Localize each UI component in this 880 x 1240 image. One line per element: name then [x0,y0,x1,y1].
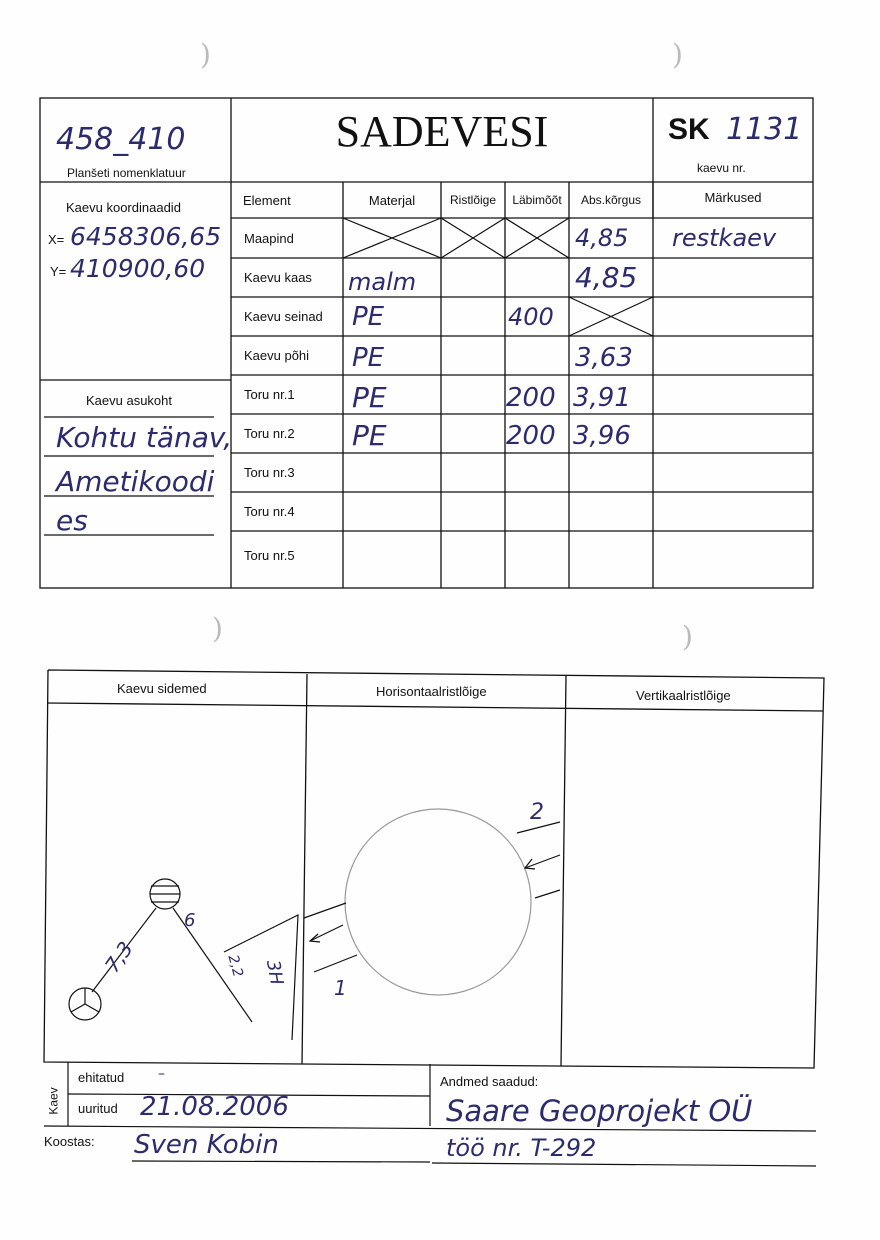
well-prefix: SK [668,113,710,146]
column-header-notes: Märkused [704,189,762,205]
coordinates-label: Kaevu koordinaadid [66,200,181,215]
y-coord-label: Y= [50,264,67,279]
tie-distance-label: 7,3 [99,937,138,977]
punch-hole-mark: ) [200,38,211,71]
column-header-well-ties: Kaevu sidemed [117,681,207,696]
row-label: Toru nr.5 [244,547,295,563]
abs-height-value: 4,85 [575,261,638,294]
abs-height-value: 4,85 [575,224,629,252]
punch-hole-mark: ) [672,38,683,71]
row-label: Maapind [244,230,294,246]
tie-distance-label: 6 [184,910,196,931]
abs-height-value: 3,63 [575,342,633,373]
built-value: – [158,1066,165,1082]
punch-hole-mark: ) [682,620,693,653]
notes-value: restkaev [672,224,777,252]
abs-height-value: 3,91 [573,382,631,413]
pipe-number-label: 1 [334,976,347,1000]
data-source-label: Andmed saadud: [440,1074,539,1089]
built-label: ehitatud [78,1070,125,1085]
row-label: Toru nr.2 [244,426,295,441]
compiled-by-label: Koostas: [44,1134,95,1149]
work-number-value: töö nr. T-292 [446,1134,597,1162]
row-label: Toru nr.1 [244,387,295,402]
material-value: malm [348,267,417,296]
column-header-material: Materjal [368,192,416,208]
x-coord-label: X= [48,232,65,247]
well-number-label: kaevu nr. [697,161,746,175]
material-value: PE [352,342,385,373]
pipe-number-label: 2 [530,800,544,825]
location-label: Kaevu asukoht [86,393,173,408]
column-header-abs-height: Abs.kõrgus [580,193,642,207]
well-number: 1131 [726,112,803,147]
row-label: Toru nr.3 [244,465,295,480]
location-line-3: es [56,504,88,537]
y-coord-value: 410900,60 [70,254,206,283]
column-header-vertical-section: Vertikaalristlõige [636,688,731,703]
diameter-value: 200 [506,420,556,451]
row-label: Kaevu põhi [244,348,310,363]
surveyed-date: 21.08.2006 [140,1092,289,1122]
row-label: Kaevu kaas [244,270,312,285]
location-line-2: Ametikoodi [56,465,215,498]
material-value: PE [352,301,385,332]
nomenclature-label: Planšeti nomenklatuur [67,166,186,180]
row-label: Toru nr.4 [244,504,295,519]
punch-hole-mark: ) [212,612,223,645]
abs-height-value: 3,96 [573,420,631,451]
material-value: PE [352,419,387,452]
column-header-element: Element [243,192,291,208]
data-source-value: Saare Geoprojekt OÜ [446,1094,753,1128]
diameter-value: 200 [506,382,556,413]
page-title: SADEVESI [335,107,549,156]
column-header-cross-section: Ristlõige [449,193,497,207]
row-label: Kaevu seinad [244,309,323,324]
nomenclature-value: 458_410 [56,122,186,157]
column-header-diameter: Läbimõõt [512,193,562,207]
material-value: PE [352,381,387,414]
surveyed-label: uuritud [78,1101,118,1116]
x-coord-value: 6458306,65 [70,222,222,251]
tie-distance-label: 2,2 [224,953,246,979]
compiled-by-value: Sven Kobin [134,1130,279,1160]
tie-distance-label: 3H [261,958,288,987]
kaev-label: Kaev [46,1087,61,1115]
column-header-horizontal-section: Horisontaalristlõige [376,684,487,699]
location-line-1: Kohtu tänav, [56,421,233,454]
diameter-value: 400 [508,302,554,331]
